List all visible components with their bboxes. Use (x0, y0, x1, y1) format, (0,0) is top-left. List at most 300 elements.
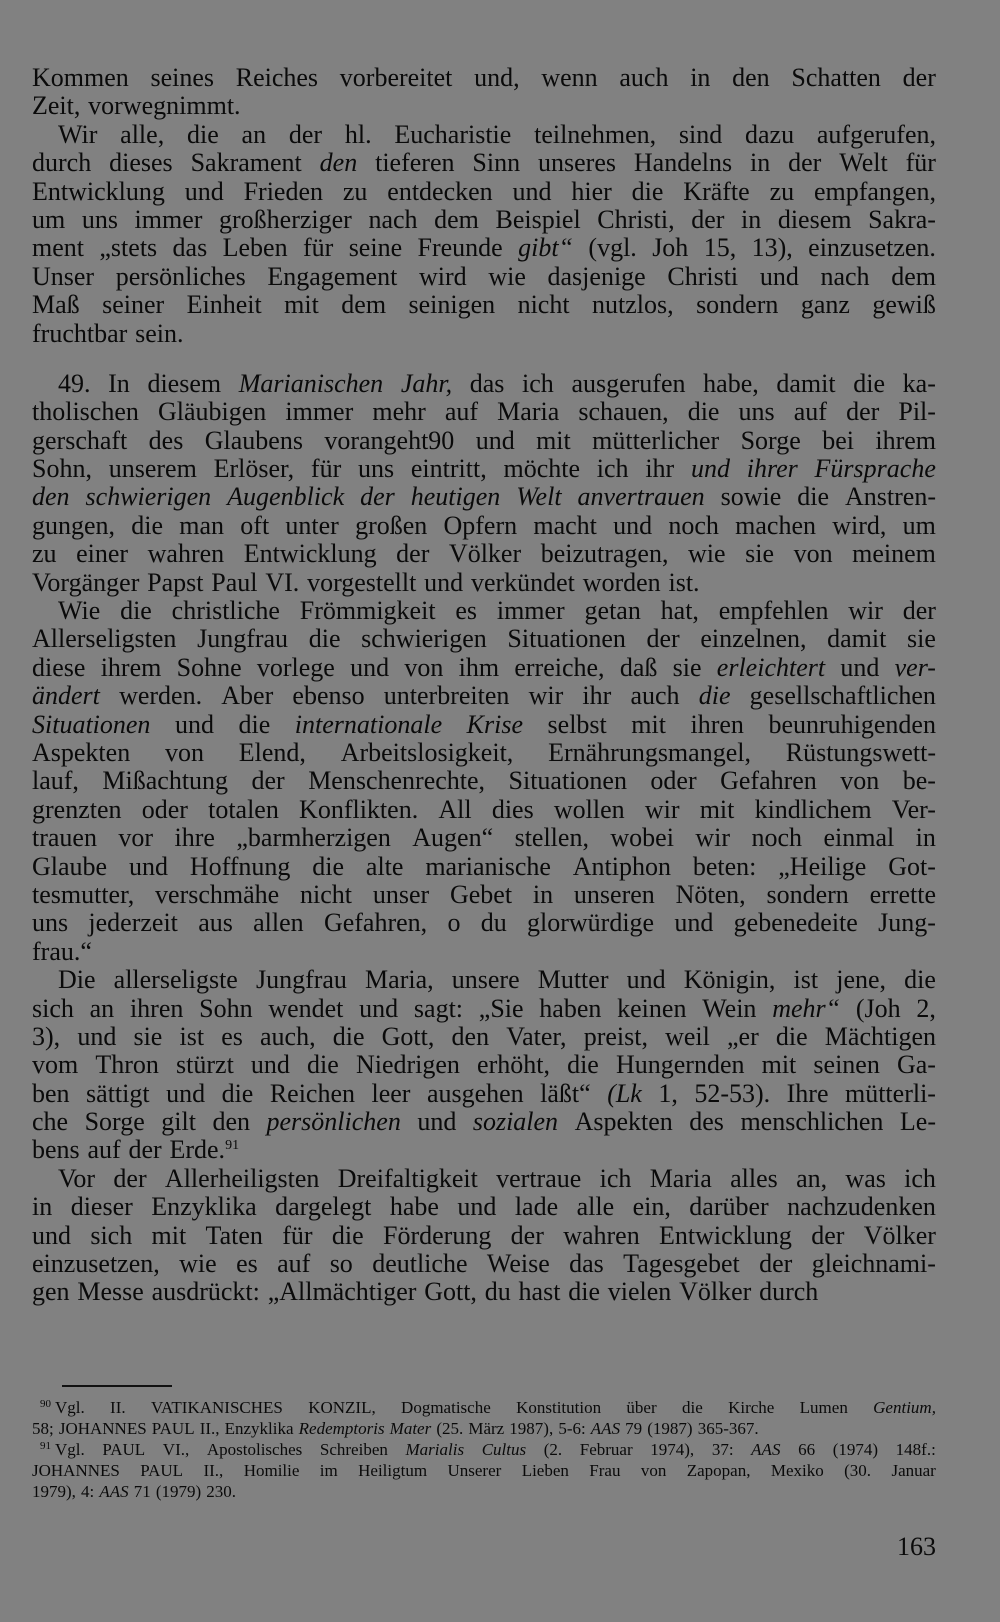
word: die (131, 510, 164, 540)
word: und (350, 652, 390, 682)
word: ein, (632, 1192, 671, 1222)
word: vorlege (256, 652, 335, 682)
word: ihr (582, 681, 612, 711)
footnote-number: 90 (40, 1398, 51, 1410)
word: der (788, 148, 822, 178)
word: ausdrückt: (151, 1277, 260, 1307)
word: auch (630, 681, 680, 711)
word: Völker (448, 539, 522, 569)
word: Lieben (521, 1461, 569, 1480)
word: die (120, 596, 152, 626)
word: „Heilige (778, 851, 867, 881)
text-line (32, 64, 936, 92)
word: Kräfte (683, 176, 750, 206)
word: zu (342, 176, 368, 206)
word: der (902, 596, 936, 626)
word: dargelegt (275, 1192, 372, 1222)
word: Homilie (243, 1461, 300, 1480)
word: aus (198, 908, 233, 938)
word: in (690, 63, 711, 92)
word: Unser (32, 261, 95, 291)
word: mehr“ (772, 993, 841, 1023)
word: ich (599, 1163, 632, 1193)
text-line (32, 1250, 936, 1278)
word: die (568, 1277, 600, 1307)
word: durch (759, 1277, 819, 1307)
word: Einheit (186, 290, 262, 320)
text-line (32, 739, 936, 767)
word: gerschaft (32, 425, 128, 455)
word: Rüstungswett- (785, 737, 936, 767)
word: Redemptoris (298, 1419, 385, 1438)
word: Januar (891, 1461, 936, 1480)
word: Sakrament (190, 148, 302, 178)
word: und (613, 510, 653, 540)
word: Ihre (786, 1078, 829, 1108)
word: Papst (147, 567, 204, 597)
word: unseres (538, 148, 616, 178)
word: unsere (451, 965, 520, 995)
word: Allerheiligsten (164, 1163, 320, 1193)
text-line (32, 370, 936, 398)
word: vorangeht90 (324, 425, 455, 455)
word: so (329, 1249, 353, 1279)
word: Ver- (891, 794, 936, 824)
text-line (32, 711, 936, 739)
word: und (184, 176, 224, 206)
word: mit (151, 1220, 187, 1250)
word: Dogmatische (401, 1398, 491, 1417)
word: Le- (899, 1107, 936, 1137)
word: christliche (171, 596, 280, 626)
text-line (32, 682, 936, 710)
word: des (148, 425, 184, 455)
word: vielen (607, 1277, 672, 1307)
word: Nöten, (675, 879, 746, 909)
word: Marianischen (238, 368, 384, 398)
word: dem (434, 204, 479, 234)
text-line (32, 881, 936, 909)
word: Lumen (799, 1398, 848, 1417)
word: Maria (649, 1163, 712, 1193)
word: bens (32, 1135, 80, 1165)
word: und (475, 425, 515, 455)
word: II., (203, 1461, 224, 1480)
word: vorwegnimmt. (88, 91, 241, 121)
word: Engagement (267, 261, 398, 291)
word: Freunde (417, 233, 503, 263)
word: Mexiko (770, 1461, 824, 1480)
word: ihr (645, 454, 675, 484)
word: Tagesgebet (623, 1249, 740, 1279)
word: Niedrigen (355, 1050, 460, 1080)
word: Taten (205, 1220, 263, 1250)
word: der (759, 1249, 793, 1279)
word: es (455, 596, 478, 626)
word: Frau (589, 1461, 621, 1480)
word: und (417, 1107, 457, 1137)
word: damit (827, 624, 887, 654)
text-line (32, 1278, 936, 1306)
word: für (302, 233, 334, 263)
text-line (32, 1023, 936, 1051)
word: Enzyklika (224, 1419, 294, 1438)
word: sie (745, 539, 775, 569)
word: die (797, 482, 830, 512)
word: schauen, (578, 397, 669, 427)
word: nicht (300, 879, 353, 909)
word: du (484, 1277, 511, 1307)
word: (Lk (607, 1078, 642, 1108)
word: o (447, 908, 461, 938)
word: die (631, 176, 664, 206)
word: mit (631, 709, 666, 739)
body-text (32, 64, 936, 1307)
word: nachzudenken (787, 1192, 936, 1222)
text-line (32, 398, 936, 426)
word: dies (491, 794, 534, 824)
word: und (174, 709, 214, 739)
word: der (510, 1220, 544, 1250)
word: dieses (109, 148, 173, 178)
word: All (438, 794, 472, 824)
word: ich (904, 1163, 936, 1193)
word: der (396, 539, 430, 569)
word: Die (58, 965, 96, 995)
word: Eucharistie (394, 119, 512, 149)
word: Mißachtung (102, 766, 229, 796)
word: wir (644, 794, 680, 824)
word: sein. (135, 318, 184, 348)
word: sagt: (413, 993, 464, 1023)
word: sättigt (86, 1078, 150, 1108)
word: Maria (497, 397, 560, 427)
word: und (359, 993, 399, 1023)
text-line (32, 263, 936, 291)
word: von (404, 652, 444, 682)
word: tholischen (32, 397, 139, 427)
word: großen (355, 510, 428, 540)
word: Frieden (243, 176, 324, 206)
footnote-ref: 91 (225, 1138, 240, 1154)
word: Sohne (176, 652, 242, 682)
word: uns (32, 908, 69, 938)
word: 1987), (509, 1419, 554, 1438)
word: Handelns (633, 148, 733, 178)
word: die (904, 965, 936, 995)
word: Hoffnung (189, 851, 291, 881)
word: teilnehmen, (534, 119, 657, 149)
word: um (902, 510, 936, 540)
word: ebenso (292, 681, 365, 711)
word: wobei (610, 823, 674, 853)
word: in (915, 823, 936, 853)
word: man (179, 510, 225, 540)
word: frau.“ (32, 936, 92, 966)
word: ihrem (100, 652, 162, 682)
word: verkündet (470, 567, 575, 597)
word: zu (769, 176, 795, 206)
word: Erde.$^{91}$ (169, 1135, 240, 1165)
word: ich (596, 454, 629, 484)
word: uns (81, 204, 118, 234)
word: Anstren- (845, 482, 936, 512)
text-line (32, 824, 936, 852)
word: Entwicklung (32, 176, 165, 206)
word: II. (110, 1398, 126, 1417)
word: ist (179, 1021, 205, 1051)
word: PAUL (102, 1440, 146, 1459)
word: und (457, 1192, 497, 1222)
word: durch (32, 148, 92, 178)
word: lauf, (32, 766, 79, 796)
word: das (172, 233, 208, 263)
word: 1974), (650, 1440, 695, 1459)
word: entdecken (387, 176, 493, 206)
text-line (32, 1080, 936, 1108)
word: Vor (58, 1163, 96, 1193)
word: diese (32, 652, 86, 682)
word: habe (389, 1192, 439, 1222)
word: Mater (389, 1419, 432, 1438)
text-line (32, 966, 936, 994)
word: (Joh (855, 993, 901, 1023)
word: Christi, (597, 204, 675, 234)
word: ändert (32, 681, 100, 711)
word: das (469, 368, 505, 398)
word: immer (496, 596, 565, 626)
word: erreiche, (514, 652, 605, 682)
word: machen (735, 510, 816, 540)
word: erhöht, (477, 1050, 550, 1080)
word: März (468, 1419, 505, 1438)
word: Got- (888, 851, 936, 881)
word: der (128, 1135, 162, 1165)
word: JOHANNES (58, 1419, 147, 1438)
word: noch (751, 823, 803, 853)
word: ment (32, 233, 84, 263)
word: damit (776, 368, 836, 398)
word: haben (539, 993, 602, 1023)
word: Pil- (898, 397, 936, 427)
word: ka- (902, 368, 936, 398)
word: daß (619, 652, 658, 682)
word: vorbereitet (339, 63, 453, 92)
word: beunruhigenden (768, 709, 936, 739)
word: Reiches (235, 63, 319, 92)
word: dem (341, 290, 387, 320)
word: Kommen (32, 63, 129, 92)
word: AAS (751, 1440, 781, 1459)
word: che (32, 1107, 69, 1137)
word: Allerseligsten (32, 624, 177, 654)
word: die (332, 1021, 365, 1051)
word: alles (730, 1163, 778, 1193)
word: Sinn (472, 148, 521, 178)
word: den (319, 148, 358, 178)
text-line (32, 1222, 936, 1250)
word: ver- (894, 652, 936, 682)
word: alte (365, 851, 404, 881)
text-line (32, 483, 936, 511)
word: Aber (221, 681, 274, 711)
text-line (32, 625, 936, 653)
word: Konflikten. (299, 794, 419, 824)
word: wahren (147, 539, 225, 569)
word: (2. (543, 1440, 563, 1459)
word: heutigen (410, 482, 501, 512)
word: und, (474, 63, 520, 92)
word: aufgerufen, (816, 119, 936, 149)
word: Cultus (481, 1440, 527, 1459)
word: Glaubens (204, 425, 303, 455)
word: beten: (692, 851, 757, 881)
text-line (32, 178, 936, 206)
word: Jungfrau (255, 965, 347, 995)
word: auf (87, 1135, 121, 1165)
word: Jung- (878, 908, 936, 938)
word: in (32, 1192, 53, 1222)
word: hl. (344, 119, 372, 149)
word: nach (368, 204, 418, 234)
word: von (840, 766, 880, 796)
word: Jungfrau (197, 624, 289, 654)
word: gleichnami- (811, 1249, 936, 1279)
word: Marialis (405, 1440, 465, 1459)
word: einer (76, 539, 129, 569)
word: wollen (553, 794, 625, 824)
word: Mutter (537, 965, 609, 995)
word: PAUL (151, 1419, 195, 1438)
word: mit (699, 794, 735, 824)
word: Kirche (728, 1398, 775, 1417)
word: Erlöser, (213, 454, 295, 484)
word: um (32, 204, 66, 234)
word: AAS (590, 1419, 621, 1438)
word: 79 (625, 1419, 643, 1438)
word: und (512, 176, 552, 206)
text-line (32, 909, 936, 937)
word: totalen (208, 794, 279, 824)
word: Joh (652, 233, 689, 263)
word: auf (277, 1249, 311, 1279)
text-line (32, 796, 936, 824)
word: die (186, 119, 219, 149)
word: nach (820, 261, 870, 291)
word: den (451, 1021, 490, 1051)
word: Konstitution (516, 1398, 602, 1417)
word: für (282, 1220, 313, 1250)
word: AAS (99, 1482, 129, 1501)
word: einzusetzen, (32, 1249, 160, 1279)
word: 1979), (32, 1482, 76, 1501)
word: nicht (517, 290, 570, 320)
word: die (775, 1021, 808, 1051)
word: diesem (777, 204, 852, 234)
word: stürzt (176, 1050, 234, 1080)
word: „barmherzigen (236, 823, 391, 853)
word: errette (869, 879, 936, 909)
word: 1, (658, 1078, 678, 1108)
word: empfangen, (813, 176, 936, 206)
word: 230. (206, 1482, 236, 1501)
word: schwierigen (85, 482, 212, 512)
word: und (32, 1220, 71, 1250)
footnote-line (32, 1397, 936, 1418)
word: läßt“ (540, 1078, 591, 1108)
word: mütterli- (844, 1078, 936, 1108)
word: (25. (436, 1419, 464, 1438)
word: und (626, 965, 666, 995)
word: die (698, 681, 731, 711)
word: der (251, 766, 285, 796)
word: dasjenige (547, 261, 646, 291)
text-line (32, 995, 936, 1023)
word: der (646, 624, 680, 654)
word: ben (32, 1078, 70, 1108)
word: wird, (832, 510, 887, 540)
word: beizutragen, (540, 539, 669, 569)
word: vorgestellt (307, 567, 417, 597)
word: Christi (667, 261, 739, 291)
word: Hungernden (615, 1050, 745, 1080)
word: menschlichen (740, 1107, 884, 1137)
word: Frömmigkeit (299, 596, 436, 626)
word: 365-367. (697, 1419, 759, 1438)
word: von (640, 1461, 667, 1480)
word: VI. (265, 567, 300, 597)
word: sondern (766, 879, 849, 909)
text-line (32, 320, 936, 348)
word: Gott, (381, 1021, 435, 1051)
word: gilt (161, 1107, 196, 1137)
word: die (312, 851, 345, 881)
word: Wein (702, 993, 757, 1023)
word: seinen (813, 1050, 880, 1080)
word: unserem (108, 454, 197, 484)
word: Beispiel (495, 204, 581, 234)
word: in (740, 204, 762, 234)
word: (1979) (155, 1482, 202, 1501)
word: seiner (102, 290, 165, 320)
word: ihrem (875, 425, 936, 455)
word: oder (650, 766, 697, 796)
word: (vgl. (588, 233, 637, 263)
word: ist. (668, 567, 700, 597)
word: auch (619, 63, 669, 92)
text-line (32, 1165, 936, 1193)
word: Mächtigen (824, 1021, 936, 1051)
text-line (32, 149, 936, 177)
word: Reichen (269, 1078, 355, 1108)
word: seine (348, 233, 403, 263)
word: Heiligtum (358, 1461, 428, 1480)
word: stellen, (514, 823, 589, 853)
word: immer (134, 204, 203, 234)
word: des (689, 1107, 724, 1137)
word: 71 (133, 1482, 151, 1501)
word: tieferen (375, 148, 455, 178)
word: kindlichem (754, 794, 872, 824)
word: ganz (800, 290, 850, 320)
word: die (238, 709, 271, 739)
word: seinigen (408, 290, 496, 320)
word: ihren (690, 709, 744, 739)
word: es (236, 1249, 258, 1279)
word: eintritt, (410, 454, 487, 484)
word: der (288, 119, 323, 149)
word: Sakra- (868, 204, 936, 234)
